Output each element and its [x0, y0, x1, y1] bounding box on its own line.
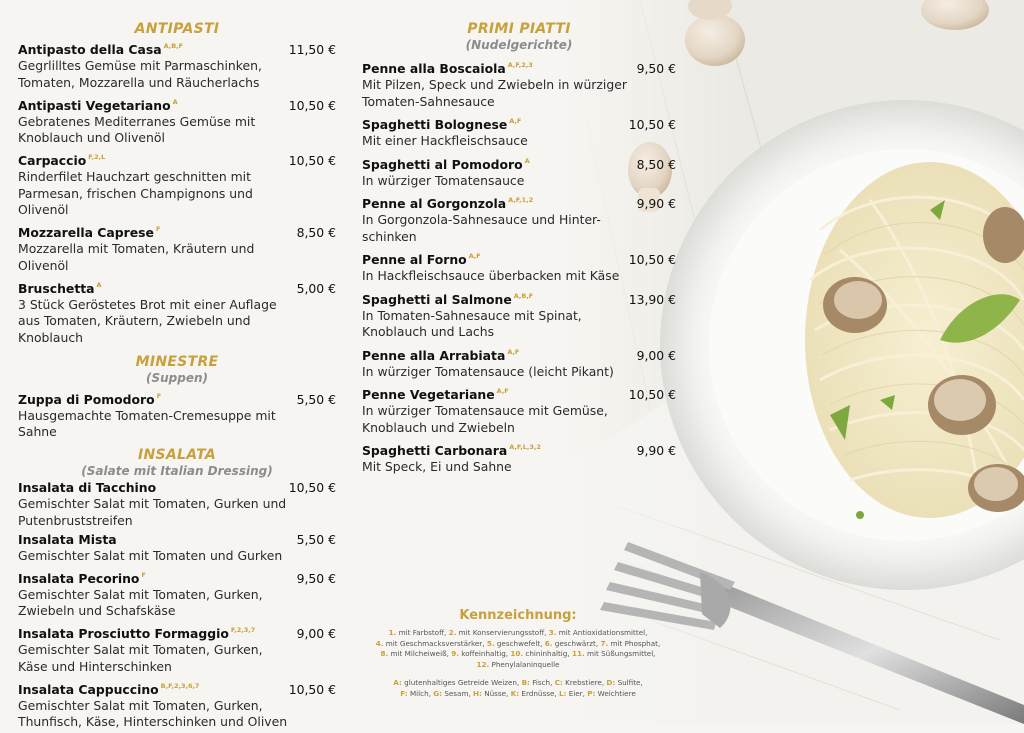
menu-item-description: Gemischter Salat mit Tomaten, Gurken, Thunfisch, Käse, Hinterschinken und Oliven	[18, 697, 288, 729]
menu-item-allergen-codes: F,2,L	[88, 153, 106, 161]
legend-text: geschwärzt,	[554, 638, 599, 648]
menu-item-name: Spaghetti al Pomodoro	[362, 156, 523, 172]
menu-item-name: Spaghetti Carbonara	[362, 443, 508, 458]
menu-item-description: Mit Speck, Ei und Sahne	[362, 459, 512, 474]
legend-additives	[360, 628, 676, 670]
legend-text: chininhaltig,	[525, 649, 570, 658]
menu-item	[362, 192, 676, 245]
menu-item-description: Mit einer Hackfleischsauce	[362, 133, 528, 148]
menu-item-name-wrap	[362, 113, 521, 133]
legend-code: 11.	[571, 649, 585, 658]
menu-item-name-wrap	[362, 344, 519, 364]
legend-code: 8.	[380, 649, 389, 658]
menu-item-name: Antipasti Vegetariano	[18, 97, 171, 113]
antipasti-title: ANTIPASTI	[134, 21, 220, 37]
legend-line	[360, 639, 676, 650]
antipasti-list	[18, 38, 336, 346]
legend-text: Fisch,	[532, 678, 553, 687]
menu-item-name-wrap	[18, 38, 183, 58]
menu-item-name-wrap	[18, 277, 102, 297]
menu-item-price: 10,50 €	[288, 480, 336, 495]
legend-line	[360, 628, 676, 639]
menu-item	[362, 248, 676, 285]
menu-item-name-wrap	[18, 622, 255, 642]
legend-code: 10.	[510, 649, 524, 658]
menu-item-allergen-codes: A,F	[468, 252, 481, 260]
menu-item	[362, 439, 676, 476]
minestre-title: MINESTRE	[135, 353, 219, 370]
menu-item-price: 10,50 €	[288, 681, 336, 697]
legend-allergens	[360, 678, 676, 699]
menu-item-name-wrap	[18, 480, 156, 496]
legend-code: 3.	[548, 628, 557, 637]
menu-item-name: Insalata di Tacchino	[18, 480, 157, 495]
legend-line	[360, 689, 676, 700]
legend-text: Phenylalaninquelle	[491, 659, 560, 669]
menu-item	[18, 480, 336, 529]
legend-code: P:	[587, 688, 596, 698]
legend-text: mit Antioxidationsmittel,	[558, 628, 648, 637]
menu-item-name-wrap	[18, 221, 160, 241]
menu-item-price: 10,50 €	[628, 387, 676, 402]
menu-item-name-wrap	[362, 383, 509, 403]
menu-item-allergen-codes: A,F,L,3,2	[509, 443, 541, 451]
menu-item-description: In würziger Tomatensauce mit Gemüse, Knoblauch und Zwiebeln	[362, 403, 608, 435]
minestre-subtitle: (Suppen)	[145, 370, 208, 385]
primi-piatti-subtitle: (Nudelgerichte)	[465, 38, 573, 52]
menu-item-name-wrap	[362, 288, 533, 308]
legend-text: Krebstiere,	[565, 678, 605, 687]
menu-item-price: 10,50 €	[628, 252, 676, 267]
menu-item	[18, 622, 336, 675]
menu-item-name: Insalata Prosciutto Formaggio	[18, 626, 229, 641]
allergen-legend	[360, 608, 676, 699]
menu-item-price: 9,00 €	[296, 626, 336, 641]
legend-text: mit Milcheiweiß,	[390, 649, 449, 658]
menu-item	[18, 94, 336, 147]
menu-item	[362, 344, 676, 381]
menu-item-allergen-codes: A,F	[507, 347, 520, 356]
legend-code: 2.	[448, 628, 457, 637]
menu-item-header	[18, 480, 336, 496]
legend-text: Erdnüsse,	[521, 688, 557, 698]
menu-item	[362, 153, 676, 190]
menu-item-allergen-codes: B,F,2,3,6,7	[160, 681, 200, 690]
legend-code: F:	[400, 688, 408, 698]
legend-code: A:	[393, 678, 402, 687]
menu-item-allergen-codes: A	[524, 156, 530, 165]
menu-item-header	[18, 622, 336, 642]
menu-item-price: 5,00 €	[296, 280, 336, 296]
menu-item-description: Gemischter Salat mit Tomaten, Gurken, Zwiebeln und Schafskäse	[18, 586, 263, 618]
legend-text: koffeinhaltig,	[461, 649, 509, 658]
menu-item-header	[18, 277, 336, 297]
menu-item-price: 5,50 €	[296, 531, 336, 547]
menu-item	[18, 221, 336, 274]
menu-item-allergen-codes: F,2,3,7	[230, 626, 256, 634]
menu-item-header	[362, 439, 676, 459]
menu-item-allergen-codes: F	[141, 570, 146, 579]
menu-item	[18, 532, 336, 565]
menu-item-name: Mozzarella Caprese	[18, 225, 154, 240]
legend-text: glutenhaltiges Getreide Weizen,	[404, 678, 520, 687]
legend-text: mit Konservierungsstoff,	[458, 628, 547, 637]
legend-text: Eier,	[568, 688, 585, 698]
menu-item-description: Gemischter Salat mit Tomaten, Gurken, Käse und Hinterschinken	[18, 642, 263, 674]
legend-text: Weichtiere	[597, 688, 636, 698]
legend-text: Nüsse,	[484, 688, 509, 698]
menu-item-header	[362, 344, 676, 364]
menu-item-allergen-codes: A,F,2,3	[507, 61, 533, 69]
menu-item-description: Mozzarella mit Tomaten, Kräutern und Olivenöl	[18, 241, 255, 273]
menu-item-name: Spaghetti al Salmone	[362, 291, 512, 307]
menu-item-name-wrap	[18, 388, 161, 408]
menu-item-price: 13,90 €	[628, 291, 676, 307]
menu-item-name-wrap	[18, 149, 105, 169]
insalata-list	[18, 480, 336, 731]
primi-piatti-title: PRIMI PIATTI	[467, 21, 571, 37]
menu-item-price: 8,50 €	[636, 156, 676, 172]
legend-code: L:	[558, 688, 567, 698]
menu-item-price: 8,50 €	[296, 225, 336, 240]
menu-item-price: 9,50 €	[296, 570, 336, 586]
legend-line	[360, 660, 676, 671]
menu-item-description: Mit Pilzen, Speck und Zwiebeln in würziger Tomaten-Sahnesauce	[362, 77, 627, 109]
menu-item	[18, 388, 336, 441]
insalata-subtitle: (Salate mit Italian Dressing)	[81, 464, 273, 478]
menu-item-name: Spaghetti Bolognese	[362, 117, 508, 132]
menu-item-name: Penne al Forno	[362, 252, 467, 267]
menu-item-name-wrap	[362, 57, 533, 77]
menu-item-header	[362, 113, 676, 133]
minestre-list	[18, 388, 336, 441]
menu-item-name-wrap	[362, 153, 530, 173]
menu-item-description: In Tomaten-Sahnesauce mit Spinat, Knoblauch und Lachs	[362, 307, 582, 339]
legend-code: 7.	[600, 638, 609, 648]
legend-code: B:	[521, 678, 530, 687]
menu-item-header	[18, 149, 336, 169]
menu-item	[362, 57, 676, 110]
legend-title: Kennzeichnung:	[459, 608, 577, 623]
menu-item-allergen-codes: A,B,F	[513, 291, 534, 300]
legend-text: mit Geschmacksverstärker,	[385, 638, 485, 648]
menu-item-header	[18, 38, 336, 58]
legend-code: G:	[433, 688, 443, 698]
menu-item-name: Bruschetta	[18, 280, 95, 296]
menu-item	[18, 277, 336, 347]
legend-code: 6.	[544, 638, 553, 648]
menu-item-name-wrap	[362, 439, 541, 459]
menu-item-price: 9,90 €	[636, 443, 676, 458]
menu-item	[18, 38, 336, 91]
legend-code: 5.	[486, 638, 495, 648]
legend-line	[360, 649, 676, 660]
menu-item-name: Carpaccio	[18, 153, 87, 168]
menu-item	[362, 383, 676, 436]
legend-code: H:	[473, 688, 482, 698]
menu-item	[362, 113, 676, 150]
menu-item-description: In würziger Tomatensauce	[362, 172, 525, 188]
menu-item-price: 10,50 €	[288, 97, 336, 113]
menu-item-price: 9,90 €	[636, 196, 676, 211]
menu-item-name-wrap	[18, 532, 117, 548]
menu-item-description: In Hackfleischsauce überbacken mit Käse	[362, 268, 620, 283]
menu-item-name: Penne al Gorgonzola	[362, 196, 507, 211]
menu-item-name-wrap	[362, 192, 533, 212]
menu-item-description: Gemischter Salat mit Tomaten, Gurken und Putenbruststreifen	[18, 496, 287, 528]
legend-code: D:	[606, 678, 616, 687]
menu-item-header	[18, 532, 336, 548]
menu-item-price: 9,50 €	[636, 61, 676, 76]
menu-item-name: Insalata Pecorino	[18, 570, 140, 586]
menu-item-header	[18, 221, 336, 241]
menu-item-name: Penne Vegetariane	[362, 387, 495, 402]
menu-item-price: 11,50 €	[288, 42, 336, 57]
menu-item-allergen-codes: A,F,1,2	[508, 196, 534, 204]
menu-item-price: 10,50 €	[288, 153, 336, 168]
left-menu-column	[18, 20, 336, 733]
menu-item-name: Antipasto della Casa	[18, 42, 162, 57]
menu-item-description: Rinderfilet Hauchzart geschnitten mit Parmesan, frischen Champignons und Olivenöl	[18, 169, 253, 217]
legend-code: 12.	[476, 659, 490, 669]
menu-item-name: Zuppa di Pomodoro	[18, 391, 155, 407]
menu-item-header	[18, 388, 336, 408]
menu-item-description: Gemischter Salat mit Tomaten und Gurken	[18, 547, 283, 563]
legend-text: mit Süßungsmittel,	[586, 649, 656, 658]
legend-text: mit Phosphat,	[610, 638, 661, 648]
menu-item-header	[18, 678, 336, 698]
menu-item-header	[362, 153, 676, 173]
menu-item	[362, 288, 676, 341]
menu-item-allergen-codes: F	[156, 391, 162, 400]
menu-item-description: 3 Stück Geröstetes Brot mit einer Auflage aus Tomaten, Kräutern, Zwiebeln und Knoblauch	[18, 296, 277, 345]
menu-item-name-wrap	[362, 248, 481, 268]
legend-line	[360, 678, 676, 689]
menu-item-header	[362, 57, 676, 77]
menu-item-price: 10,50 €	[628, 117, 676, 132]
menu-item-allergen-codes: A	[172, 97, 178, 106]
menu-item-name-wrap	[18, 678, 199, 698]
menu-item-allergen-codes: A,F	[509, 117, 522, 125]
insalata-title: INSALATA	[138, 447, 216, 463]
menu-item	[18, 567, 336, 620]
menu-item-description: Gebratenes Mediterranes Gemüse mit Knoblauch und Olivenöl	[18, 113, 256, 145]
menu-item-name: Penne alla Arrabiata	[362, 347, 506, 363]
menu-item-price: 5,50 €	[296, 391, 336, 407]
menu-item-header	[362, 383, 676, 403]
menu-item-header	[362, 248, 676, 268]
legend-text: Milch,	[409, 688, 431, 698]
menu-item-name: Insalata Mista	[18, 531, 117, 547]
menu-item-description: Gegrlilltes Gemüse mit Parmaschinken, Tomaten, Mozzarella und Räucherlachs	[18, 58, 262, 90]
menu-item-allergen-codes: A	[96, 280, 102, 289]
legend-text: Sesam,	[444, 688, 471, 698]
legend-code: K:	[510, 688, 520, 698]
menu-item-name: Insalata Cappuccino	[18, 681, 159, 697]
menu-item-description: In würziger Tomatensauce (leicht Pikant)	[362, 363, 614, 379]
menu-item-name-wrap	[18, 567, 146, 587]
primi-piatti-list	[362, 57, 676, 476]
menu-item-header	[18, 94, 336, 114]
menu-item-description: Hausgemachte Tomaten-Cremesuppe mit Sahne	[18, 407, 276, 439]
menu-item-allergen-codes: A,F	[496, 387, 509, 395]
legend-code: 4.	[375, 638, 384, 648]
legend-text: mit Farbstoff,	[398, 628, 447, 637]
menu-item	[18, 678, 336, 731]
menu-item-allergen-codes: A,B,F	[163, 42, 184, 50]
menu-item-header	[18, 567, 336, 587]
menu-item-name: Penne alla Boscaiola	[362, 61, 506, 76]
menu-item-allergen-codes: F	[155, 225, 161, 233]
menu-item-price: 9,00 €	[636, 347, 676, 363]
legend-text: Sulfite,	[617, 678, 643, 687]
menu-item-description: In Gorgonzola-Sahnesauce und Hinter- schinken	[362, 212, 601, 244]
menu-item	[18, 149, 336, 219]
legend-code: 1.	[388, 628, 397, 637]
legend-text: geschwefelt,	[496, 638, 543, 648]
menu-item-header	[362, 192, 676, 212]
menu-item-name-wrap	[18, 94, 178, 114]
legend-code: 9.	[451, 649, 459, 658]
menu-item-header	[362, 288, 676, 308]
primi-piatti-column	[362, 20, 676, 479]
legend-code: C:	[554, 678, 563, 687]
